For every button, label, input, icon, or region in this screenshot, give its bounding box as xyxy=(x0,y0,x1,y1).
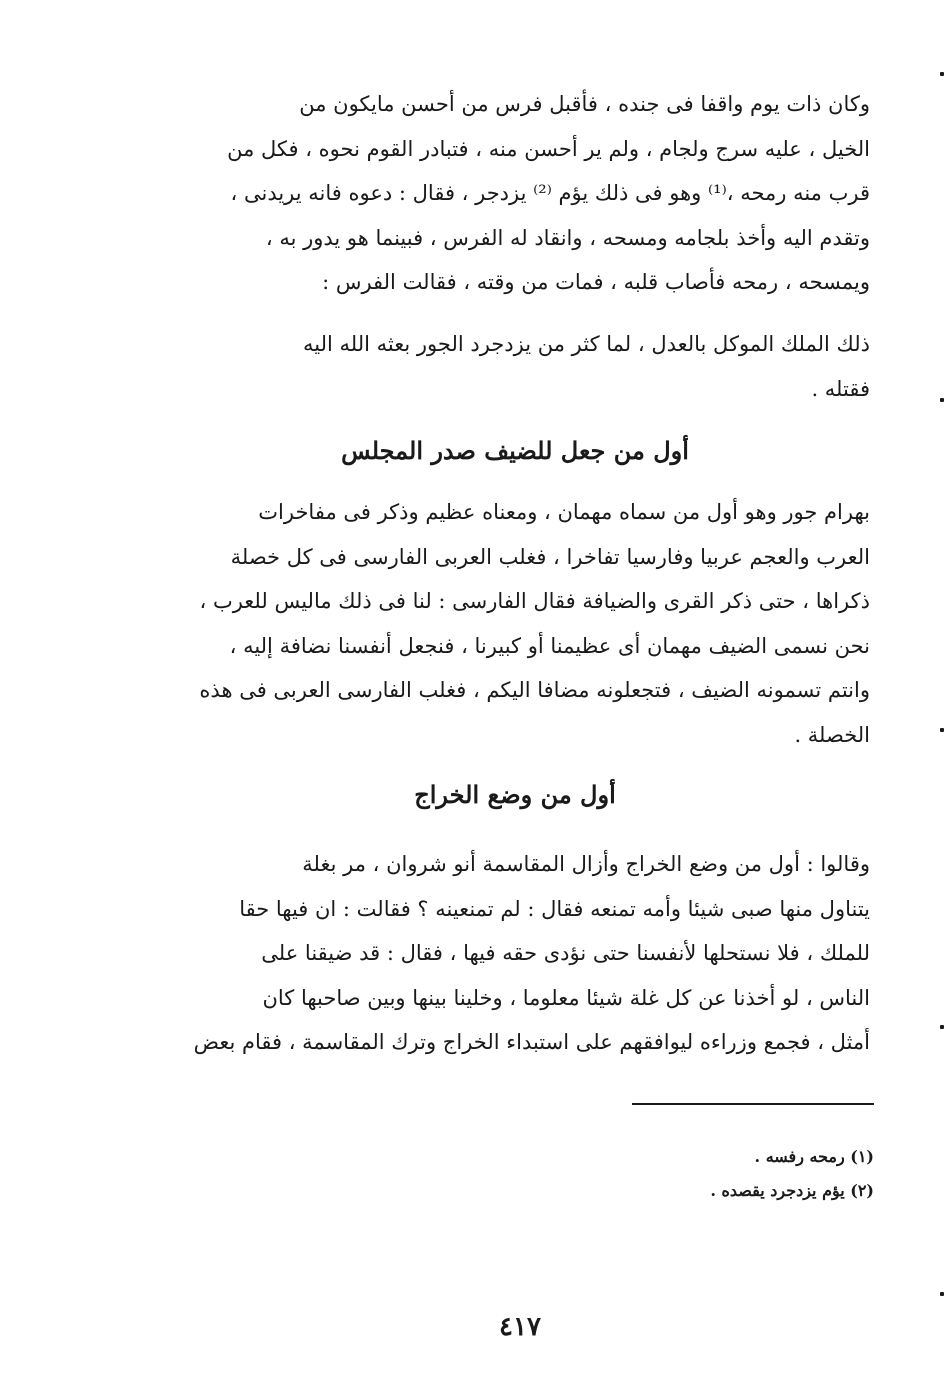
paragraph-2 xyxy=(160,322,870,411)
text-line: وقالوا : أول من وضع الخراج وأزال المقاسمة أنو شروان ، مر بغلة xyxy=(302,852,870,876)
text-line: وكان ذات يوم واقفا فى جنده ، فأقبل فرس من أحسن مايكون من xyxy=(299,92,870,116)
text-line: يتناول منها صبى شيئا وأمه تمنعه فقال : لم تمنعينه ؟ فقالت : ان فيها حقا xyxy=(239,896,870,921)
margin-mark xyxy=(940,398,944,402)
text-line: قرب منه رمحه ،⁽¹⁾ وهو فى ذلك يؤم ⁽²⁾ يزدجر ، فقال : دعوه فانه يريدنى ، xyxy=(230,181,870,205)
text-line: الخيل ، عليه سرج ولجام ، ولم ير أحسن منه ، فتبادر القوم نحوه ، فكل من xyxy=(227,136,870,161)
margin-mark xyxy=(940,1025,944,1029)
paragraph-1 xyxy=(160,82,870,305)
text-line: فقتله . xyxy=(811,376,870,401)
margin-mark xyxy=(940,728,944,732)
margin-mark xyxy=(940,1292,944,1296)
footnote-2: (٢) يؤم يزدجرد يقصده . xyxy=(710,1181,874,1200)
section-heading-2: أول من وضع الخراج xyxy=(414,780,616,809)
text-line: ذكراها ، حتى ذكر القرى والضيافة فقال الفارسى : لنا فى ذلك ماليس للعرب ، xyxy=(199,589,870,613)
page-number: ٤١٧ xyxy=(499,1312,541,1342)
footnotes xyxy=(560,1140,874,1208)
text-line: نحن نسمى الضيف مهمان أى عظيمنا أو كبيرنا ، فنجعل أنفسنا نضافة إليه ، xyxy=(229,633,870,658)
footnote-1: (١) رمحه رفسه . xyxy=(754,1147,874,1166)
text-line: أمثل ، فجمع وزراءه ليوافقهم على استبداء الخراج وترك المقاسمة ، فقام بعض xyxy=(193,1030,870,1054)
section-1-body xyxy=(160,490,870,757)
margin-mark xyxy=(940,72,944,76)
text-line: وانتم تسمونه الضيف ، فتجعلونه مضافا اليكم ، فغلب الفارسى العربى فى هذه xyxy=(199,678,870,702)
section-heading-1: أول من جعل للضيف صدر المجلس xyxy=(341,436,689,465)
text-line: ذلك الملك الموكل بالعدل ، لما كثر من يزدجرد الجور بعثه الله اليه xyxy=(303,332,870,356)
footnote-divider xyxy=(632,1103,874,1105)
text-line: الخصلة . xyxy=(794,722,870,747)
section-2-body xyxy=(160,842,870,1065)
text-line: الناس ، لو أخذنا عن كل غلة شيئا معلوما ، وخلينا بينها وبين صاحبها كان xyxy=(262,985,870,1010)
text-line: ويمسحه ، رمحه فأصاب قلبه ، فمات من وقته ، فقالت الفرس : xyxy=(322,270,870,294)
text-line: العرب والعجم عربيا وفارسيا تفاخرا ، فغلب العربى الفارسى فى كل خصلة xyxy=(230,544,870,569)
text-line: وتقدم اليه وأخذ بلجامه ومسحه ، وانقاد له الفرس ، فبينما هو يدور به ، xyxy=(265,225,870,250)
text-line: للملك ، فلا نستحلها لأنفسنا حتى نؤدى حقه فيها ، فقال : قد ضيقنا على xyxy=(261,941,870,965)
text-line: بهرام جور وهو أول من سماه مهمان ، ومعناه عظيم وذكر فى مفاخرات xyxy=(258,500,870,524)
